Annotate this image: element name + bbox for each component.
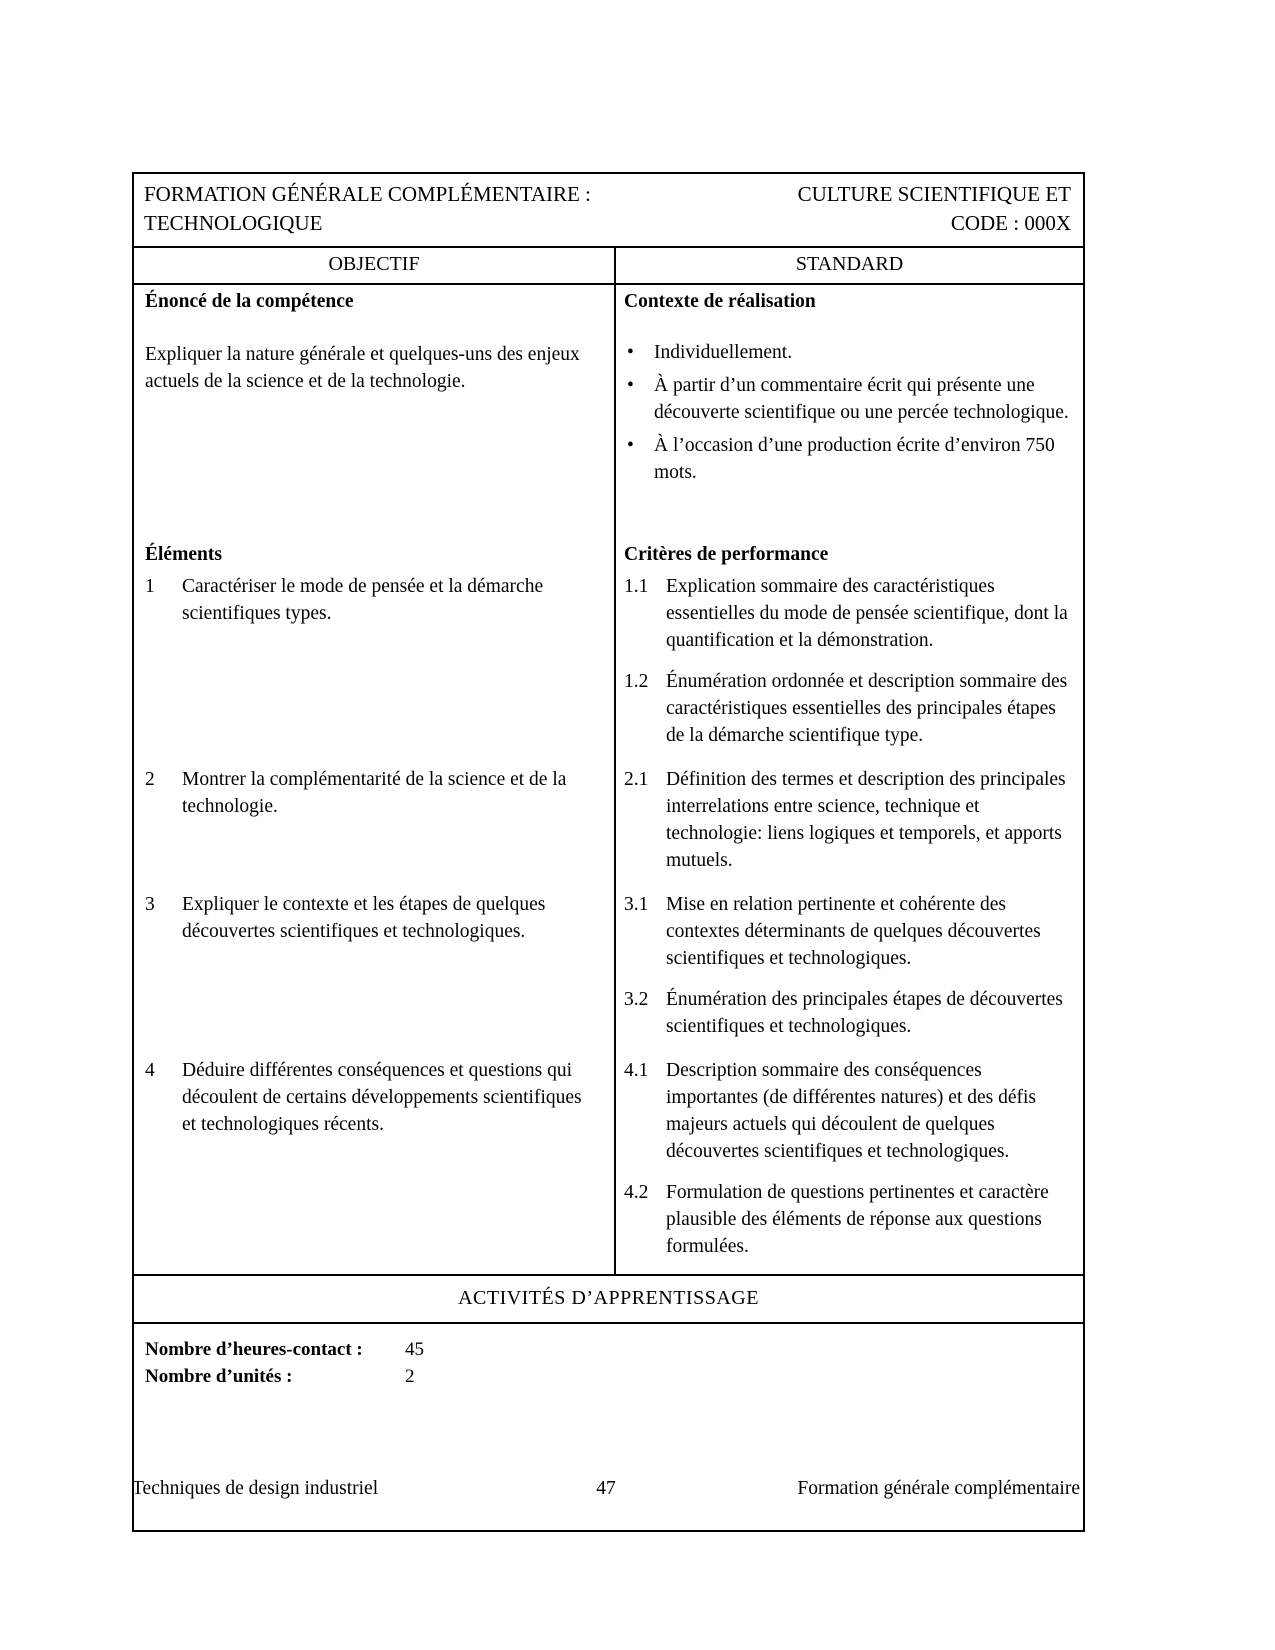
critere-text: Définition des termes et description des principales interrelations entre science, technique et technologie: liens logiques et temporels, et apports mutuels.: [666, 769, 1066, 871]
footer-program-name: Techniques de design industriel: [132, 1478, 379, 1499]
title-line-1: [144, 180, 1071, 209]
cell-criteres-4: [614, 1054, 1083, 1274]
row-element-4: [134, 1054, 1083, 1274]
cell-element-1: [134, 570, 614, 763]
critere-number: 4.2: [624, 1182, 649, 1203]
critere-item: [624, 1057, 1071, 1165]
critere-item: [624, 986, 1071, 1040]
cell-enonce: [134, 285, 614, 538]
row-element-3: [134, 888, 1083, 1054]
hours-contact-row: [145, 1336, 1083, 1363]
critere-item: [624, 1179, 1071, 1260]
critere-number: 1.1: [624, 576, 649, 597]
contexte-item-text: À l’occasion d’une production écrite d’environ 750 mots.: [654, 435, 1055, 483]
enonce-title: Énoncé de la compétence: [145, 291, 354, 312]
element-item: [145, 766, 600, 820]
bullet-icon: •: [627, 375, 634, 396]
element-number: 2: [145, 769, 155, 790]
competency-table: [132, 172, 1085, 1532]
bullet-icon: •: [627, 342, 634, 363]
cell-contexte: [614, 285, 1083, 538]
critere-text: Formulation de questions pertinentes et caractère plausible des éléments de réponse aux questions formulées.: [666, 1182, 1049, 1257]
critere-number: 3.1: [624, 894, 649, 915]
element-number: 4: [145, 1060, 155, 1081]
cell-element-4: [134, 1054, 614, 1274]
contexte-item-text: À partir d’un commentaire écrit qui présente une découverte scientifique ou une percée technologique.: [654, 375, 1069, 423]
cell-elements-heading: [134, 538, 614, 570]
critere-text: Description sommaire des conséquences importantes (de différentes natures) et des défis majeurs actuels qui découlent de quelques découvertes scientifiques et technologiques.: [666, 1060, 1037, 1162]
units-label: Nombre d’unités :: [145, 1366, 293, 1387]
critere-item: [624, 573, 1071, 654]
units-value: 2: [405, 1366, 415, 1387]
critere-text: Énumération des principales étapes de découvertes scientifiques et technologiques.: [666, 989, 1063, 1037]
critere-text: Énumération ordonnée et description sommaire des caractéristiques essentielles des principales étapes de la démarche scientifique type.: [666, 671, 1068, 746]
row-element-2: [134, 763, 1083, 888]
column-header-objectif: OBJECTIF: [328, 253, 420, 275]
enonce-text: Expliquer la nature générale et quelques-uns des enjeux actuels de la science et de la technologie.: [145, 344, 580, 392]
contexte-title: Contexte de réalisation: [624, 291, 816, 312]
critere-item: [624, 891, 1071, 972]
bullet-icon: •: [627, 435, 634, 456]
critere-item: [624, 668, 1071, 749]
activities-banner: ACTIVITÉS D’APPRENTISSAGE: [134, 1274, 1083, 1324]
table-title-header: [134, 174, 1083, 248]
critere-number: 2.1: [624, 769, 649, 790]
criteres-title: Critères de performance: [624, 544, 829, 565]
element-text: Caractériser le mode de pensée et la démarche scientifiques types.: [182, 576, 544, 624]
page-number: 47: [596, 1478, 616, 1499]
row-section-headings: [134, 538, 1083, 570]
list-item: [624, 339, 1071, 366]
element-item: [145, 573, 600, 627]
contexte-list: [624, 339, 1071, 486]
page-footer: [132, 1478, 1080, 1500]
title-line-2: [144, 209, 1071, 238]
element-item: [145, 1057, 600, 1138]
critere-number: 4.1: [624, 1060, 649, 1081]
cell-element-3: [134, 888, 614, 1054]
element-text: Déduire différentes conséquences et questions qui découlent de certains développements scientifiques et technologiques récents.: [182, 1060, 582, 1135]
list-item: [624, 372, 1071, 426]
footer-section-name: Formation générale complémentaire: [797, 1478, 1080, 1499]
critere-number: 3.2: [624, 989, 649, 1010]
cell-element-2: [134, 763, 614, 888]
element-number: 1: [145, 576, 155, 597]
element-number: 3: [145, 894, 155, 915]
cell-criteres-3: [614, 888, 1083, 1054]
hours-contact-value: 45: [405, 1339, 424, 1360]
critere-item: [624, 766, 1071, 874]
contexte-item-text: Individuellement.: [654, 342, 793, 363]
elements-title: Éléments: [145, 544, 222, 565]
cell-criteres-heading: [614, 538, 1083, 570]
critere-number: 1.2: [624, 671, 649, 692]
list-item: [624, 432, 1071, 486]
row-intro: [134, 285, 1083, 538]
units-row: [145, 1363, 1083, 1390]
critere-text: Explication sommaire des caractéristiques essentielles du mode de pensée scientifique, dont la quantification et la démonstration.: [666, 576, 1068, 651]
element-text: Montrer la complémentarité de la science et de la technologie.: [182, 769, 567, 817]
column-headers: [134, 248, 1083, 285]
element-text: Expliquer le contexte et les étapes de quelques découvertes scientifiques et technologiques.: [182, 894, 546, 942]
program-title: FORMATION GÉNÉRALE COMPLÉMENTAIRE :: [144, 182, 591, 206]
cell-criteres-2: [614, 763, 1083, 888]
cell-criteres-1: [614, 570, 1083, 763]
program-title-continued: TECHNOLOGIQUE: [144, 211, 323, 235]
hours-contact-label: Nombre d’heures-contact :: [145, 1339, 363, 1360]
course-code: CODE : 000X: [950, 211, 1071, 235]
critere-text: Mise en relation pertinente et cohérente des contextes déterminants de quelques découvertes scientifiques et technologiques.: [666, 894, 1041, 969]
element-item: [145, 891, 600, 945]
course-domain-title: CULTURE SCIENTIFIQUE ET: [797, 182, 1071, 206]
column-header-standard: STANDARD: [614, 248, 1083, 283]
row-element-1: [134, 570, 1083, 763]
